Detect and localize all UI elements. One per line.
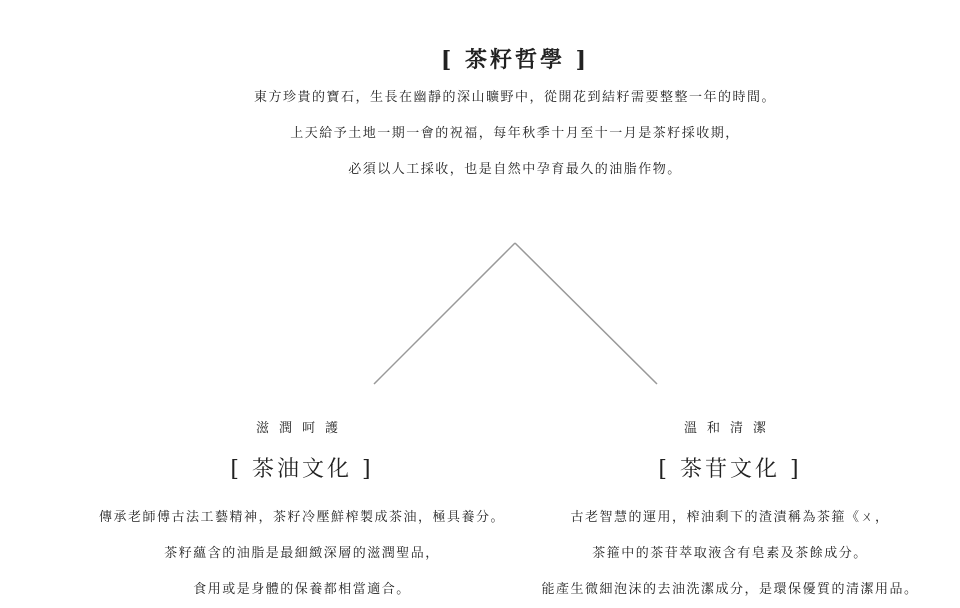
philosophy-line-3: 必須以人工採收，也是自然中孕育最久的油脂作物。 — [348, 162, 682, 177]
philosophy-line-2: 上天給予土地一期一會的祝福，每年秋季十月至十一月是茶籽採收期， — [290, 126, 740, 141]
saponin-culture-title: [ 茶苷文化 ] — [658, 457, 802, 482]
oil-culture-line-2: 茶籽蘊含的油脂是最細緻深層的滋潤聖品， — [164, 546, 440, 561]
saponin-culture-body — [460, 500, 960, 608]
peak-line-left — [374, 243, 515, 384]
philosophy-title: [ 茶籽哲學 ] — [440, 46, 590, 73]
saponin-culture-subtitle: 溫和清潔 — [683, 421, 776, 436]
oil-culture-title: [ 茶油文化 ] — [230, 457, 374, 482]
saponin-culture-section — [460, 418, 960, 608]
saponin-culture-line-1: 古老智慧的運用，榨油剩下的渣漬稱為茶箍《ㄨ， — [570, 510, 890, 525]
oil-culture-subtitle: 滋潤呵護 — [255, 421, 348, 436]
philosophy-line-1: 東方珍貴的寶石，生長在幽靜的深山曠野中，從開花到結籽需要整整一年的時間。 — [253, 90, 776, 105]
saponin-culture-line-2: 茶箍中的茶苷萃取液含有皂素及茶餘成分。 — [592, 546, 868, 561]
oil-culture-line-1: 傳承老師傅古法工藝精神，茶籽冷壓鮮榨製成茶油，極具養分。 — [98, 510, 505, 525]
philosophy-intro — [0, 80, 960, 188]
oil-culture-line-3: 食用或是身體的保養都相當適合。 — [193, 582, 411, 597]
saponin-culture-line-3: 能產生微細泡沫的去油洗潔成分，是環保優質的清潔用品。 — [541, 582, 919, 597]
peak-line-right — [515, 243, 657, 384]
